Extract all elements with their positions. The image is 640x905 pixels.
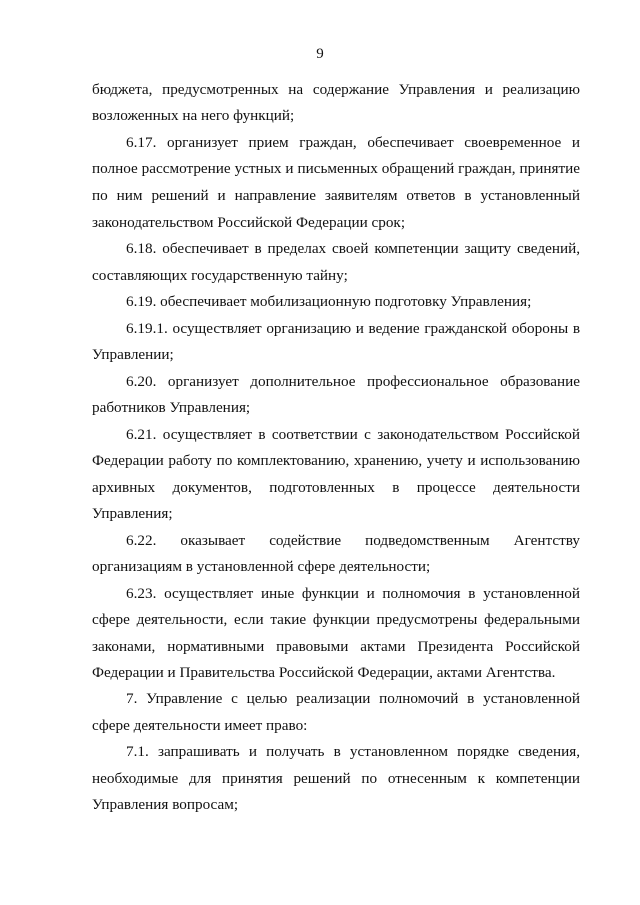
text-line: составляющих государственную тайну; xyxy=(92,267,348,284)
text-line: 7.1. запрашивать и получать в установленном порядке сведения, xyxy=(126,743,580,760)
text-line: 6.18. обеспечивает в пределах своей компетенции защиту сведений, xyxy=(126,240,580,257)
text-line: необходимые для принятия решений по отнесенным к компетенции xyxy=(92,770,580,787)
text-line: 6.23. осуществляет иные функции и полномочия в установленной xyxy=(126,585,580,602)
text-line: Управлении; xyxy=(92,346,174,363)
text-line: сфере деятельности, если такие функции предусмотрены федеральными xyxy=(92,611,580,628)
text-line: 6.19. обеспечивает мобилизационную подготовку Управления; xyxy=(126,293,532,310)
page-number: 9 xyxy=(316,46,324,62)
text-line: архивных документов, подготовленных в процессе деятельности xyxy=(92,479,580,496)
text-line: законодательством Российской Федерации срок; xyxy=(92,214,406,231)
text-line: 6.17. организует прием граждан, обеспечивает своевременное и xyxy=(126,134,580,151)
text-line: законами, нормативными правовыми актами Президента Российской xyxy=(92,638,580,655)
text-line: Управления вопросам; xyxy=(92,796,239,813)
text-line: 6.20. организует дополнительное профессиональное образование xyxy=(126,373,580,390)
text-line: 6.19.1. осуществляет организацию и ведение гражданской обороны в xyxy=(126,320,580,337)
text-line: по ним решений и направление заявителям ответов в установленный xyxy=(92,187,580,204)
text-line: сфере деятельности имеет право: xyxy=(92,717,308,734)
text-line: Управления; xyxy=(92,505,173,522)
text-line: бюджета, предусмотренных на содержание Управления и реализацию xyxy=(92,81,580,98)
text-line: работников Управления; xyxy=(92,399,251,416)
text-line: организациям в установленной сфере деятельности; xyxy=(92,558,431,575)
text-line: возложенных на него функций; xyxy=(92,107,295,124)
text-line: 7. Управление с целью реализации полномочий в установленной xyxy=(126,690,580,707)
text-line: Федерации работу по комплектованию, хранению, учету и использованию xyxy=(92,452,580,469)
text-line: полное рассмотрение устных и письменных обращений граждан, принятие xyxy=(92,160,580,177)
text-line: 6.22. оказывает содействие подведомственным Агентству xyxy=(126,532,580,549)
text-line: Федерации и Правительства Российской Федерации, актами Агентства. xyxy=(92,664,556,681)
text-line: 6.21. осуществляет в соответствии с законодательством Российской xyxy=(126,426,580,443)
